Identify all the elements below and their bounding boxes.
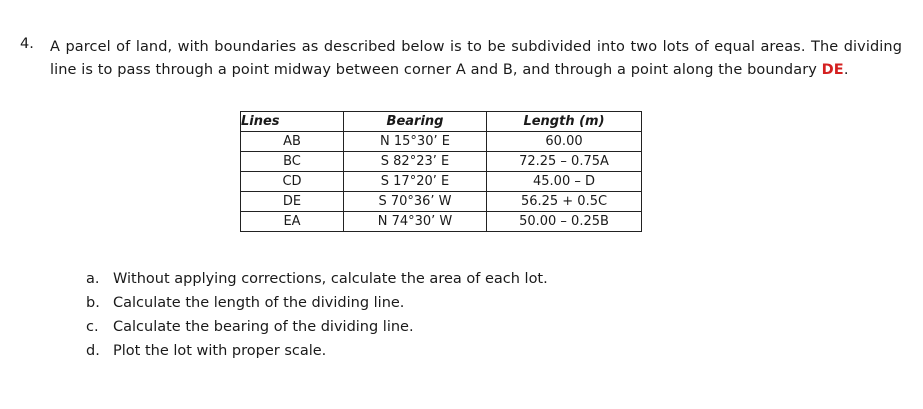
item-letter: d. xyxy=(86,343,100,359)
list-item xyxy=(86,339,548,363)
table-row xyxy=(241,192,642,212)
cell-length: 56.25 + 0.5C xyxy=(487,192,642,212)
list-item xyxy=(86,315,548,339)
cell-length: 72.25 – 0.75A xyxy=(487,152,642,172)
cell-length: 60.00 xyxy=(487,132,642,152)
question-text xyxy=(50,36,902,82)
table-row xyxy=(241,132,642,152)
cell-line: BC xyxy=(241,152,344,172)
item-text: Without applying corrections, calculate the area of each lot. xyxy=(113,271,548,287)
task-list xyxy=(86,267,548,363)
cell-bearing: S 17°20’ E xyxy=(344,172,487,192)
item-text: Calculate the bearing of the dividing line. xyxy=(113,319,414,335)
table-row xyxy=(241,172,642,192)
boundary-table xyxy=(240,111,642,232)
cell-line: EA xyxy=(241,212,344,232)
header-bearing: Bearing xyxy=(344,112,487,132)
header-length: Length (m) xyxy=(487,112,642,132)
question-text-end: . xyxy=(843,62,849,78)
cell-bearing: S 70°36’ W xyxy=(344,192,487,212)
table-row xyxy=(241,152,642,172)
item-letter: b. xyxy=(86,295,100,311)
cell-bearing: N 15°30’ E xyxy=(344,132,487,152)
list-item xyxy=(86,291,548,315)
cell-length: 45.00 – D xyxy=(487,172,642,192)
cell-bearing: S 82°23’ E xyxy=(344,152,487,172)
table-row xyxy=(241,212,642,232)
cell-line: CD xyxy=(241,172,344,192)
cell-length: 50.00 – 0.25B xyxy=(487,212,642,232)
cell-line: DE xyxy=(241,192,344,212)
item-letter: c. xyxy=(86,319,99,335)
question-text-body: A parcel of land, with boundaries as described below is to be subdivided into two lots of equal areas. The dividing line is to pass through a point midway between corner A and B, and through a point along the boundary xyxy=(50,39,902,78)
question-number: 4. xyxy=(20,36,34,52)
cell-line: AB xyxy=(241,132,344,152)
boundary-highlight: DE xyxy=(821,62,844,78)
list-item xyxy=(86,267,548,291)
cell-bearing: N 74°30’ W xyxy=(344,212,487,232)
header-lines: Lines xyxy=(241,112,344,132)
item-text: Calculate the length of the dividing line. xyxy=(113,295,405,311)
item-letter: a. xyxy=(86,271,100,287)
item-text: Plot the lot with proper scale. xyxy=(113,343,327,359)
table-header-row xyxy=(241,112,642,132)
